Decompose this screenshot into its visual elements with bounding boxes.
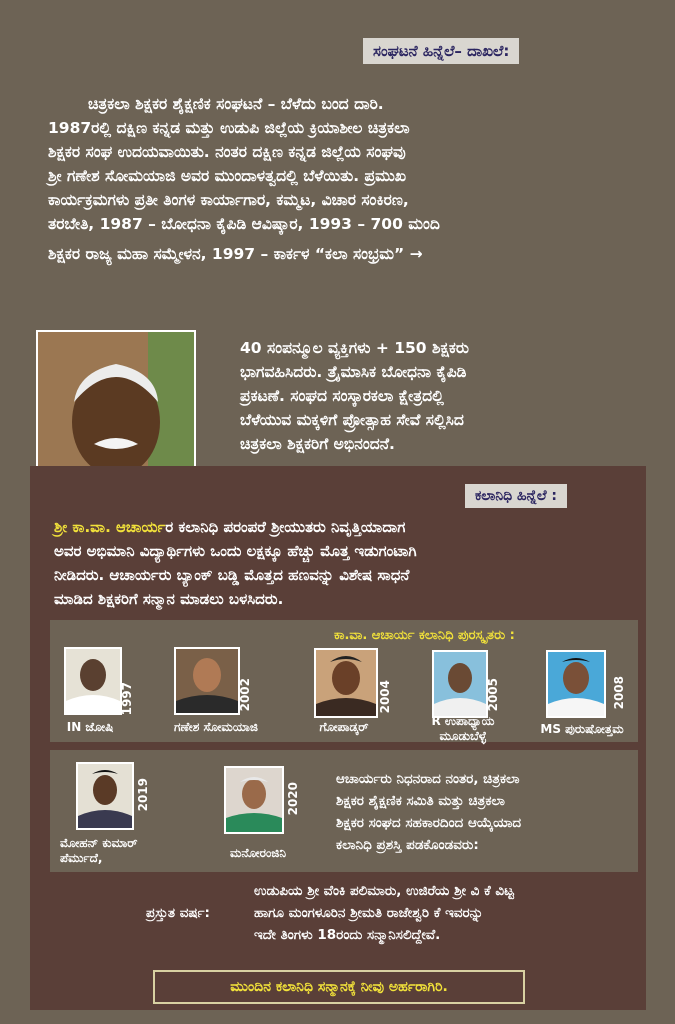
continuation-line: ಭಾಗವಹಿಸಿದರು. ತ್ರೈಮಾಸಿಕ ಬೋಧನಾ ಕೈಪಿಡಿ [240, 363, 467, 381]
history-heading: ಸಂಘಟನೆ ಹಿನ್ನೆಲೆ– ದಾಖಲೆ: [363, 38, 519, 64]
current-line: ಇದೇ ತಿಂಗಳು 18ರಂದು ಸನ್ಮಾನಿಸಲಿದ್ದೇವೆ. [254, 927, 441, 943]
after-acharya-text [336, 768, 626, 856]
continuation-line: ಬೆಳೆಯುವ ಮಕ್ಕಳಿಗೆ ಪ್ರೋತ್ಸಾಹ ಸೇವೆ ಸಲ್ಲಿಸಿದ [240, 411, 464, 429]
awardee-name: ಗೋಪಾಡ್ಕರ್ [319, 720, 369, 734]
awardee-year: 2005 [486, 678, 500, 712]
awardee-name: ಮನೋರಂಜಿನಿ [229, 846, 287, 860]
acharya-highlight: ಶ್ರೀ ಕಾ.ವಾ. ಆಚಾರ್ಯ [54, 518, 166, 536]
history-line: 1987ರಲ್ಲಿ ದಕ್ಷಿಣ ಕನ್ನಡ ಮತ್ತು ಉಡುಪಿ ಜಿಲ್ಲೆಯ ಕ್ರಿಯಾಶೀಲ ಚಿತ್ರಕಲಾ [48, 119, 410, 137]
continuation-line: ಚಿತ್ರಕಲಾ ಶಿಕ್ಷಕರಿಗೆ ಅಭಿನಂದನೆ. [240, 435, 395, 453]
awardee-photo-manoranjini [224, 766, 284, 834]
awardee-year: 2019 [136, 778, 150, 812]
awardee-name: R ಉಪಾಧ್ಯಾಯ ಮೂಡುಬೆಳ್ಳೆ [431, 714, 495, 743]
after-line: ಶಿಕ್ಷಕರ ಶೈಕ್ಷಣಿಕ ಸಮಿತಿ ಮತ್ತು ಚಿತ್ರಕಲಾ [336, 793, 505, 809]
history-line: ಶಿಕ್ಷಕರ ರಾಜ್ಯ ಮಹಾ ಸಮ್ಮೇಳನ, 1997 – ಕಾರ್ಕಳ “ಕಲಾ ಸಂಭ್ರಮ” → [48, 245, 423, 263]
kalanidhi-line-1 [54, 515, 634, 539]
history-line: ಶ್ರೀ ಗಣೇಶ ಸೋಮಯಾಜಿ ಅವರ ಮುಂದಾಳತ್ವದಲ್ಲಿ ಬೆಳೆಯಿತು. ಪ್ರಮುಖ [48, 167, 407, 185]
kalanidhi-line: ಅವರ ಅಭಿಮಾನಿ ವಿದ್ಯಾರ್ಥಿಗಳು ಒಂದು ಲಕ್ಷಕ್ಕೂ ಹೆಚ್ಚು ಮೊತ್ತ ಇಡುಗಂಟಾಗಿ [54, 542, 417, 560]
kalanidhi-line-1-rest: ರ ಕಲಾನಿಧಿ ಪರಂಪರೆ ಶ್ರೀಯುತರು ನಿವೃತ್ತಿಯಾದಾಗ [165, 518, 406, 536]
continuation-line: 40 ಸಂಪನ್ಮೂಲ ವ್ಯಕ್ತಿಗಳು + 150 ಶಿಕ್ಷಕರು [240, 339, 469, 357]
awardee-photo-mohan [76, 762, 134, 830]
awardee-name: ಗಣೇಶ ಸೋಮಯಾಜಿ [174, 720, 258, 734]
history-line: ಕಾರ್ಯಕ್ರಮಗಳು ಪ್ರತೀ ತಿಂಗಳ ಕಾರ್ಯಾಗಾರ, ಕಮ್ಮಟ, ವಿಚಾರ ಸಂಕಿರಣ, [48, 191, 409, 209]
awardee-photo-somayaji [174, 647, 240, 715]
footer-callout: ಮುಂದಿನ ಕಲಾನಿಧಿ ಸನ್ಮಾನಕ್ಕೆ ನೀವು ಅರ್ಹರಾಗಿರಿ. [153, 970, 525, 1004]
kalanidhi-paragraph [54, 515, 634, 611]
continuation-line: ಪ್ರಕಟಣೆ. ಸಂಘದ ಸಂಸ್ಕಾರಕಲಾ ಕ್ಷೇತ್ರದಲ್ಲಿ [240, 387, 444, 405]
current-line: ಉಡುಪಿಯ ಶ್ರೀ ವೆಂಕಿ ಪಲಿಮಾರು, ಉಜಿರೆಯ ಶ್ರೀ ವಿ ಕೆ ವಿಟ್ಟ [254, 883, 514, 899]
awardees-strip-2 [50, 750, 638, 872]
history-continuation [240, 336, 635, 456]
history-line: ಚಿತ್ರಕಲಾ ಶಿಕ್ಷಕರ ಶೈಕ್ಷಣಿಕ ಸಂಘಟನೆ – ಬೆಳೆದು ಬಂದ ದಾರಿ. [88, 95, 384, 113]
current-year-text [254, 880, 634, 946]
after-line: ಶಿಕ್ಷಕರ ಸಂಘದ ಸಹಕಾರದಿಂದ ಆಯ್ಕೆಯಾದ [336, 815, 522, 831]
awardee-year: 2004 [378, 680, 392, 714]
awardee-photo-gopadkar [314, 648, 378, 718]
current-year-label: ಪ್ರಸ್ತುತ ವರ್ಷ: [146, 905, 210, 921]
awardees-title: ಕಾ.ವಾ. ಆಚಾರ್ಯ ಕಲಾನಿಧಿ ಪುರಸ್ಕೃತರು : [334, 628, 515, 643]
history-line: ಶಿಕ್ಷಕರ ಸಂಘ ಉದಯವಾಯಿತು. ನಂತರ ದಕ್ಷಿಣ ಕನ್ನಡ ಜಿಲ್ಲೆಯ ಸಂಘವು [48, 143, 406, 161]
after-line: ಕಲಾನಿಧಿ ಪ್ರಶಸ್ತಿ ಪಡಕೊಂಡವರು: [336, 837, 479, 853]
current-line: ಹಾಗೂ ಮಂಗಳೂರಿನ ಶ್ರೀಮತಿ ರಾಜೇಶ್ವರಿ ಕೆ ಇವರನ್ನು [254, 905, 484, 921]
kalanidhi-line: ನೀಡಿದರು. ಆಚಾರ್ಯರು ಬ್ಯಾಂಕ್ ಬಡ್ಡಿ ಮೊತ್ತದ ಹಣವನ್ನು ವಿಶೇಷ ಸಾಧನೆ [54, 566, 410, 584]
awardee-photo-purushottama [546, 650, 606, 718]
awardee-year: 2020 [286, 782, 300, 816]
awardee-name: IN ಜೋಷಿ [66, 720, 114, 734]
after-line: ಆಚಾರ್ಯರು ನಿಧನರಾದ ನಂತರ, ಚಿತ್ರಕಲಾ [336, 771, 520, 787]
awardee-year: 2002 [238, 678, 252, 712]
history-line: ತರಬೇತಿ, 1987 – ಬೋಧನಾ ಕೈಪಿಡಿ ಆವಿಷ್ಕಾರ, 1993 – 700 ಮಂದಿ [48, 215, 440, 233]
kalanidhi-line: ಮಾಡಿದ ಶಿಕ್ಷಕರಿಗೆ ಸನ್ಮಾನ ಮಾಡಲು ಬಳಸಿದರು. [54, 590, 284, 608]
awardee-name: MS ಪುರುಷೋತ್ತಮ [540, 722, 624, 736]
awardee-photo-upadhyaya [432, 650, 488, 718]
kalanidhi-heading: ಕಲಾನಿಧಿ ಹಿನ್ನೆಲೆ : [465, 484, 567, 508]
awardee-year: 2008 [612, 676, 626, 710]
awardee-year: 1997 [120, 682, 134, 716]
awardees-strip [50, 620, 638, 742]
awardee-photo-joshi [64, 647, 122, 715]
awardee-name: ಮೋಹನ್ ಕುಮಾರ್ ಪೆರ್ಮುದೆ, [60, 836, 138, 865]
history-paragraph [48, 92, 608, 266]
